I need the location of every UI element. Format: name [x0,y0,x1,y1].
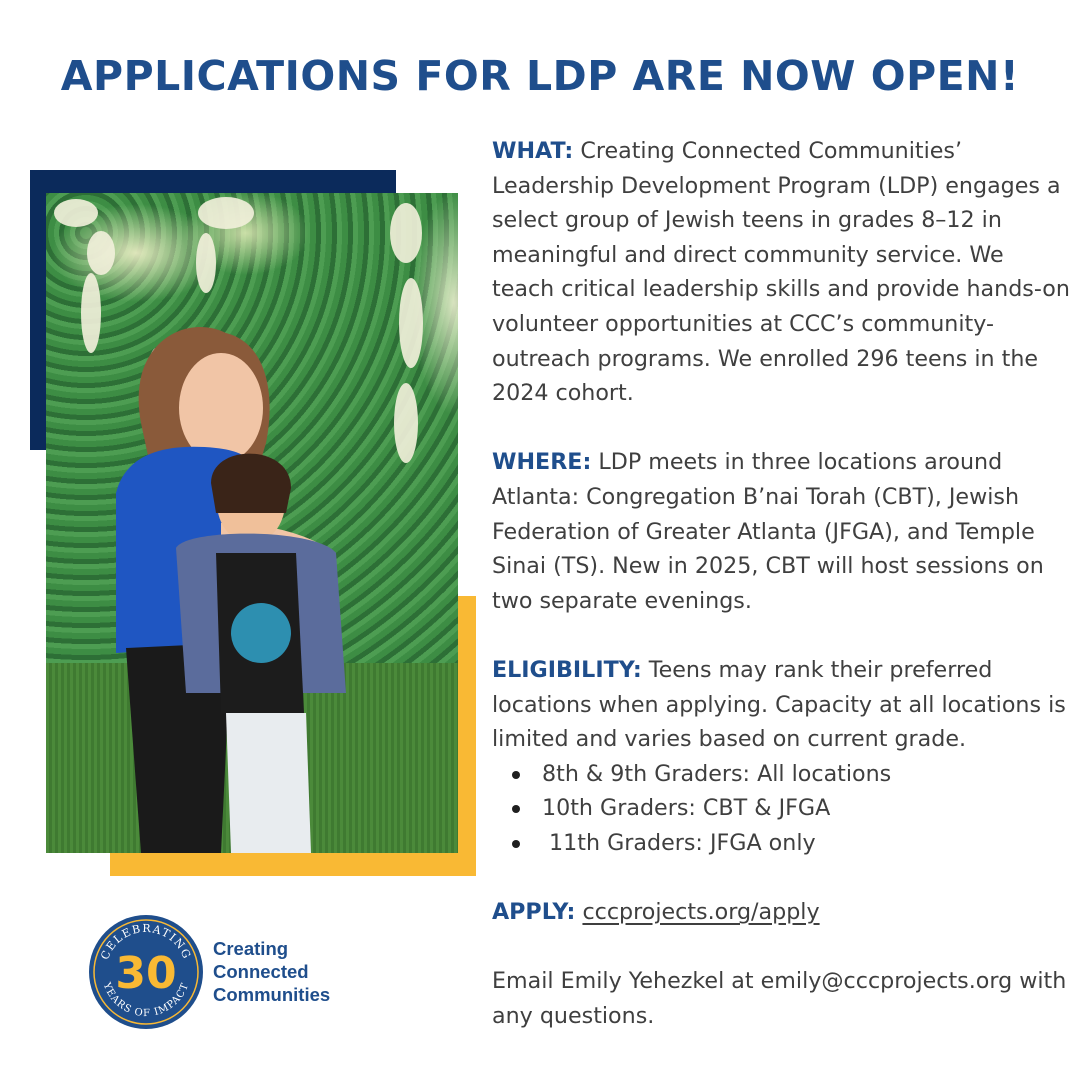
where-text: LDP meets in three locations around Atlanta: Congregation B’nai Torah (CBT), Jewish Federation of Greater Atlanta (JFGA), and Temple Sinai (TS). New in 2025, CBT will host sessions on two separate evenings. [492,449,1044,614]
contact-paragraph: Email Emily Yehezkel at emily@cccprojects.org with any questions. [492,968,1067,1029]
seal-arc-bottom: YEARS OF IMPACT [100,981,192,1020]
org-name-line: Communities [213,984,331,1005]
photo-teen-and-child [46,193,458,853]
eligibility-list [492,757,1070,861]
list-item: 10th Graders: CBT & JFGA [512,791,1070,826]
what-paragraph [492,134,1070,411]
list-item: 11th Graders: JFGA only [512,826,1070,861]
seal-arc-top: CELEBRATING [98,921,194,962]
apply-paragraph [492,895,1070,930]
org-name-line: Connected [213,961,309,982]
what-text: Creating Connected Communities’ Leadership Development Program (LDP) engages a select group of Jewish teens in grades 8–12 in meaningful and direct community service. We teach critical leadership skills and provide hands-on volunteer opportunities at CCC’s community-outreach programs. We enrolled 296 teens in the 2024 cohort. [492,138,1070,407]
body-copy [492,134,1070,1033]
org-name [213,937,373,1006]
apply-label: APPLY: [492,899,576,926]
where-label: WHERE: [492,449,592,476]
seal-number: 30 [115,948,177,999]
anniversary-seal-icon [88,914,204,1030]
what-label: WHAT: [492,138,574,164]
where-paragraph [492,445,1070,618]
photo-figures [46,193,458,853]
eligibility-paragraph [492,653,1070,757]
list-item: 8th & 9th Graders: All locations [512,757,1070,792]
eligibility-label: ELIGIBILITY: [492,656,642,683]
eligibility-text: Teens may rank their preferred locations when applying. Capacity at all locations is limited and varies based on current grade. [492,656,1066,753]
org-name-line: Creating [213,938,289,959]
apply-link[interactable]: cccprojects.org/apply [582,899,820,926]
headline: APPLICATIONS FOR LDP ARE NOW OPEN! [60,52,1020,100]
